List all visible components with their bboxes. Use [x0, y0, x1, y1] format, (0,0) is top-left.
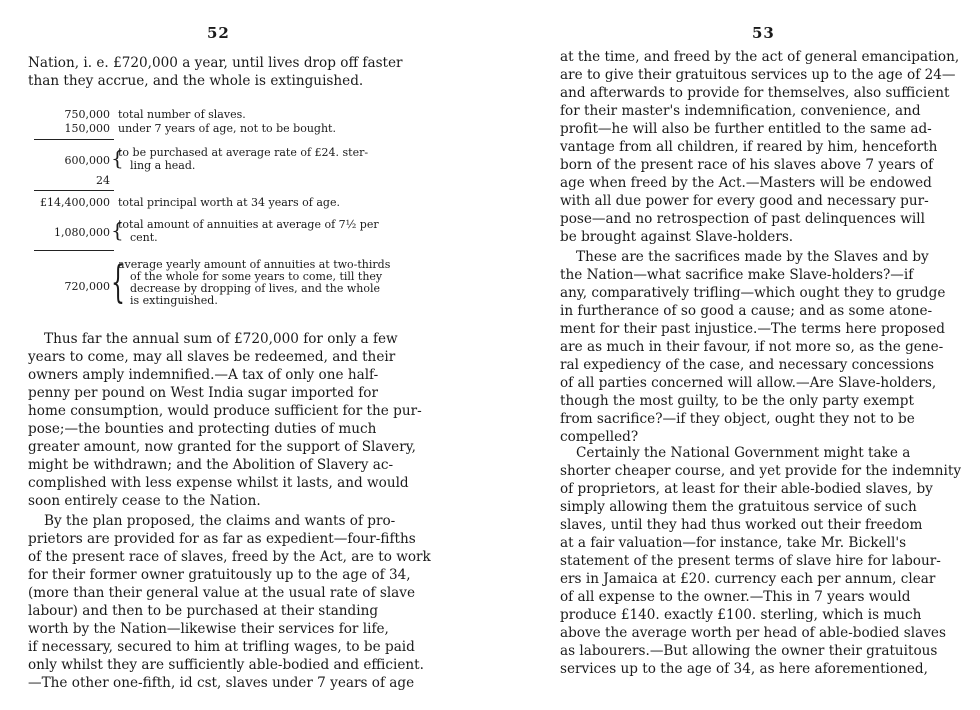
calc-number: 750,000: [64, 108, 110, 121]
text-line: and afterwards to provide for themselves, also sufficient: [560, 85, 950, 101]
text-line: of all expense to the owner.—This in 7 years would: [560, 589, 911, 605]
text-line: age when freed by the Act.—Masters will be endowed: [560, 175, 932, 191]
text-line: slaves, until they had thus worked out their freedom: [560, 517, 923, 533]
text-line: penny per pound on West India sugar imported for: [28, 385, 378, 401]
text-line: (more than their general value at the usual rate of slave: [28, 585, 415, 601]
text-line: statement of the present terms of slave hire for labour-: [560, 553, 941, 569]
text-line: be brought against Slave-holders.: [560, 229, 794, 245]
text-line: prietors are provided for as far as expedient—four-fifths: [28, 531, 416, 547]
text-line: might be withdrawn; and the Abolition of Slavery ac-: [28, 457, 394, 473]
text-line: shorter cheaper course, and yet provide for the indemnity: [560, 463, 962, 479]
sum-rule: [34, 190, 114, 191]
text-line: the Nation—what sacrifice make Slave-holders?—if: [560, 267, 914, 283]
text-line: Thus far the annual sum of £720,000 for only a few: [44, 331, 398, 347]
calculation-table: [28, 108, 448, 318]
text-line: in furtherance of so good a cause; and as some atone-: [560, 303, 933, 319]
calc-label: to be purchased at average rate of £24. ster-: [118, 146, 369, 159]
text-line: These are the sacrifices made by the Slaves and by: [576, 249, 929, 265]
paragraph: [560, 444, 962, 678]
text-line: as labourers.—But allowing the owner their gratuitous: [560, 643, 938, 659]
calc-label: total amount of annuities at average of 7½ per: [118, 218, 379, 231]
text-line: at the time, and freed by the act of general emancipation,: [560, 49, 960, 65]
text-line: vantage from all children, if reared by him, henceforth: [560, 139, 938, 155]
text-line: labour) and then to be purchased at their standing: [28, 603, 379, 619]
calc-label: under 7 years of age, not to be bought.: [118, 122, 336, 135]
calc-number: £14,400,000: [40, 196, 110, 209]
calc-number: 150,000: [64, 122, 110, 135]
text-line: greater amount, now granted for the support of Slavery,: [28, 439, 416, 455]
calc-number: 600,000: [64, 154, 110, 167]
calc-label: total number of slaves.: [118, 108, 246, 121]
text-line: Certainly the National Government might take a: [576, 445, 911, 461]
paragraph: [28, 512, 448, 692]
text-line: for their master's indemnification, convenience, and: [560, 103, 921, 119]
paragraph: [560, 248, 954, 446]
intro-paragraph: [28, 54, 448, 90]
text-line: with all due power for every good and necessary pur-: [560, 193, 929, 209]
brace-glyph: {: [111, 218, 124, 242]
text-line: years to come, may all slaves be redeemed, and their: [28, 349, 396, 365]
text-line: owners amply indemnified.—A tax of only one half-: [28, 367, 379, 383]
text-line: though the most guilty, to be the only party exempt: [560, 393, 914, 409]
text-line: Nation, i. e. £720,000 a year, until lives drop off faster: [28, 55, 403, 71]
brace-glyph: {: [111, 146, 124, 170]
calc-label: of the whole for some years to come, till they: [130, 270, 383, 283]
text-line: if necessary, secured to him at trifling wages, to be paid: [28, 639, 415, 655]
text-line: compelled?: [560, 429, 639, 445]
text-line: By the plan proposed, the claims and wants of pro-: [44, 513, 396, 529]
text-line: any, comparatively trifling—which ought they to grudge: [560, 285, 946, 301]
text-line: for their former owner gratuitously up to the age of 34,: [28, 567, 411, 583]
text-line: of proprietors, at least for their able-bodied slaves, by: [560, 481, 933, 497]
calc-label: decrease by dropping of lives, and the whole: [130, 282, 381, 295]
text-line: complished with less expense whilst it lasts, and would: [28, 475, 409, 491]
text-line: pose;—the bounties and protecting duties of much: [28, 421, 377, 437]
calc-label: average yearly amount of annuities at two-thirds: [118, 258, 391, 271]
calc-number: 24: [96, 174, 110, 187]
text-line: services up to the age of 34, as here aforementioned,: [560, 661, 928, 677]
text-line: —The other one-fifth, id cst, slaves under 7 years of age: [28, 675, 415, 691]
text-line: from sacrifice?—if they object, ought they not to be: [560, 411, 915, 427]
page-number: 52: [207, 24, 230, 42]
text-line: are as much in their favour, if not more so, as the gene-: [560, 339, 944, 355]
text-line: are to give their gratuitous services up to the age of 24—: [560, 67, 956, 83]
calc-label: cent.: [130, 231, 158, 244]
right-page: [490, 0, 980, 710]
text-line: born of the present race of his slaves above 7 years of: [560, 157, 934, 173]
text-line: of the present race of slaves, freed by the Act, are to work: [28, 549, 431, 565]
text-line: ral expediency of the case, and necessary concessions: [560, 357, 935, 373]
page-number: 53: [752, 24, 775, 42]
text-line: profit—he will also be further entitled to the same ad-: [560, 121, 932, 137]
text-line: worth by the Nation—likewise their services for life,: [28, 621, 389, 637]
text-line: ment for their past injustice.—The terms here proposed: [560, 321, 945, 337]
sum-rule: [34, 250, 114, 251]
text-line: soon entirely cease to the Nation.: [28, 493, 261, 509]
calc-label: total principal worth at 34 years of age.: [118, 196, 340, 209]
text-line: simply allowing them the gratuitous service of such: [560, 499, 917, 515]
calc-label: is extinguished.: [130, 294, 218, 307]
text-line: of all parties concerned will allow.—Are Slave-holders,: [560, 375, 937, 391]
text-line: at a fair valuation—for instance, take Mr. Bickell's: [560, 535, 907, 551]
sum-rule: [34, 139, 114, 140]
paragraph: [560, 48, 960, 246]
text-line: home consumption, would produce sufficient for the pur-: [28, 403, 422, 419]
calc-number: 720,000: [64, 280, 110, 293]
text-line: above the average worth per head of able-bodied slaves: [560, 625, 946, 641]
text-line: than they accrue, and the whole is extinguished.: [28, 73, 364, 89]
text-line: ers in Jamaica at £20. currency each per annum, clear: [560, 571, 936, 587]
calc-label: ling a head.: [130, 159, 196, 172]
brace-glyph: {: [111, 257, 125, 308]
text-line: pose—and no retrospection of past delinquences will: [560, 211, 925, 227]
text-line: produce £140. exactly £100. sterling, which is much: [560, 607, 922, 623]
calc-number: 1,080,000: [54, 226, 110, 239]
text-line: only whilst they are sufficiently able-bodied and efficient.: [28, 657, 424, 673]
paragraph: [28, 330, 448, 510]
